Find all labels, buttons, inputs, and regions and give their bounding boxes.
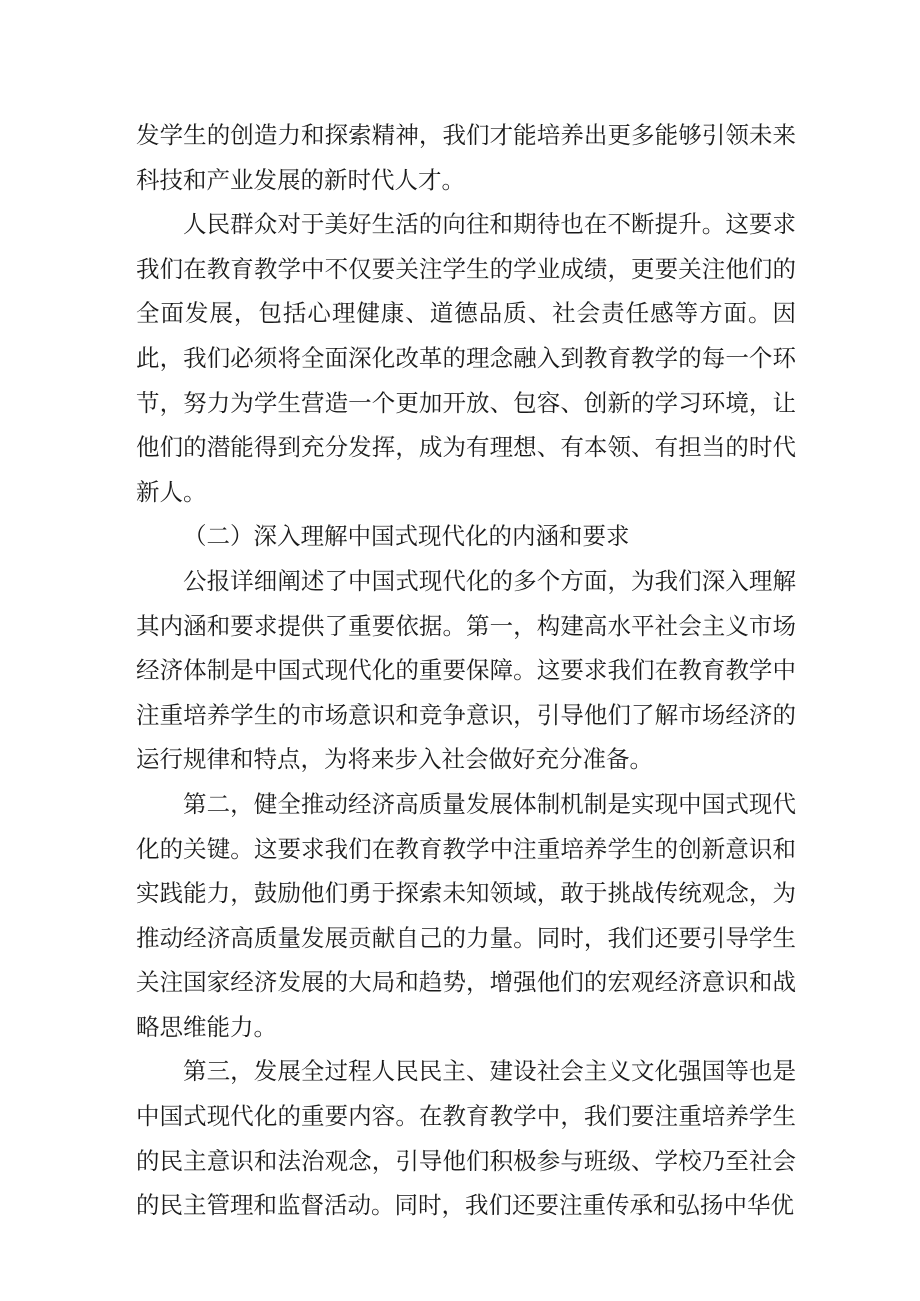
document-body <box>136 113 796 1228</box>
paragraph-people-expectations: 人民群众对于美好生活的向往和期待也在不断提升。这要求我们在教育教学中不仅要关注学生的学业成绩，更要关注他们的全面发展，包括心理健康、道德品质、社会责任感等方面。因此，我们必须将全面深化改革的理念融入到教育教学的每一个环节，努力为学生营造一个更加开放、包容、创新的学习环境，让他们的潜能得到充分发挥，成为有理想、有本领、有担当的时代新人。 <box>136 210 796 506</box>
paragraph-continuation: 发学生的创造力和探索精神，我们才能培养出更多能够引领未来科技和产业发展的新时代人才。 <box>136 121 796 194</box>
paragraph-second-point: 第二，健全推动经济高质量发展体制机制是实现中国式现代化的关键。这要求我们在教育教学中注重培养学生的创新意识和实践能力，鼓励他们勇于探索未知领域，敢于挑战传统观念，为推动经济高质量发展贡献自己的力量。同时，我们还要引导学生关注国家经济发展的大局和趋势，增强他们的宏观经济意识和战略思维能力。 <box>136 789 796 1041</box>
paragraph-communique-overview: 公报详细阐述了中国式现代化的多个方面，为我们深入理解其内涵和要求提供了重要依据。第一，构建高水平社会主义市场经济体制是中国式现代化的重要保障。这要求我们在教育教学中注重培养学生的市场意识和竞争意识，引导他们了解市场经济的运行规律和特点，为将来步入社会做好充分准备。 <box>136 566 796 774</box>
section-heading-2: （二）深入理解中国式现代化的内涵和要求 <box>183 522 630 551</box>
paragraph-third-point: 第三，发展全过程人民民主、建设社会主义文化强国等也是中国式现代化的重要内容。在教育教学中，我们要注重培养学生的民主意识和法治观念，引导他们积极参与班级、学校乃至社会的民主管理和监督活动。同时，我们还要注重传承和弘扬中华优 <box>136 1057 796 1220</box>
